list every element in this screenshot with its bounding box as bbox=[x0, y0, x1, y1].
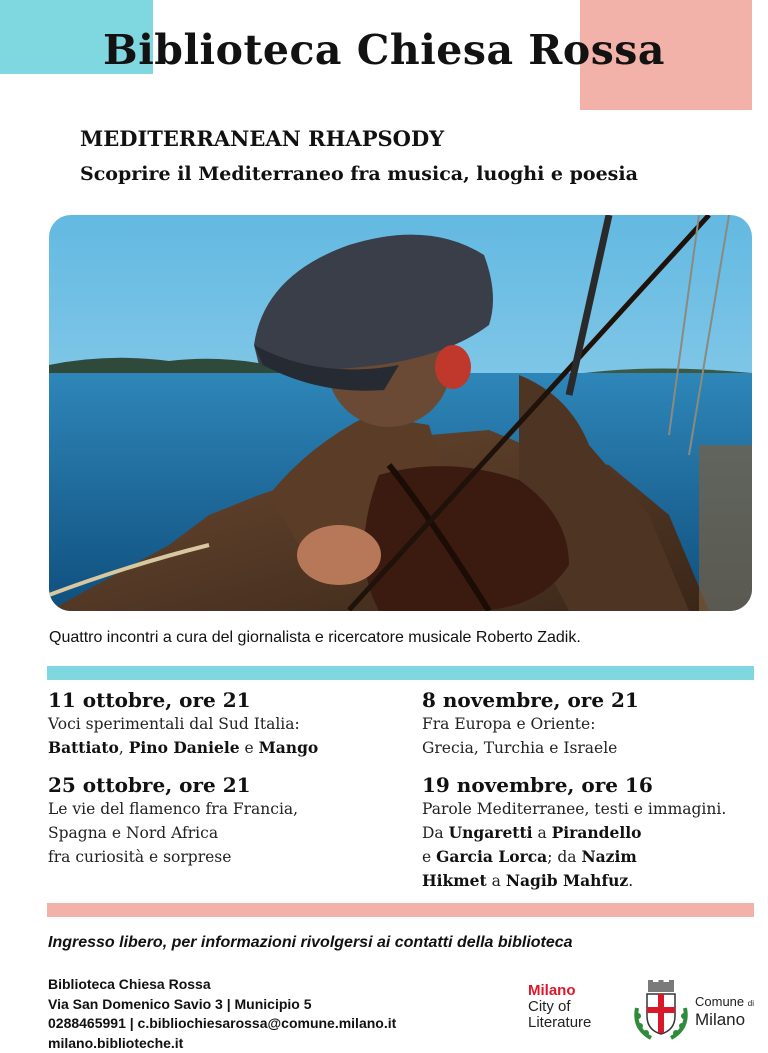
artist-name: Battiato bbox=[48, 738, 119, 757]
event-4 bbox=[422, 773, 726, 893]
event-date: 11 ottobre, ore 21 bbox=[48, 688, 251, 712]
event-description: Le vie del flamenco fra Francia, bbox=[48, 800, 299, 818]
event-description: fra curiosità e sorprese bbox=[48, 848, 232, 866]
library-website[interactable]: milano.biblioteche.it bbox=[48, 1034, 184, 1051]
event-1 bbox=[48, 688, 318, 760]
author-name: Nagib Mahfuz bbox=[505, 871, 629, 890]
comune-di-milano-logo bbox=[695, 995, 754, 1030]
logo-line: Literature bbox=[528, 1014, 592, 1031]
event-3 bbox=[422, 688, 639, 760]
event-series-subtitle: Scoprire il Mediterraneo fra musica, luoghi e poesia bbox=[80, 163, 638, 185]
milano-city-of-literature-logo bbox=[528, 983, 591, 1031]
violinist-illustration bbox=[49, 215, 752, 611]
event-description: Fra Europa e Oriente: bbox=[422, 715, 596, 733]
violinist-photo bbox=[49, 215, 752, 611]
author-name: Pirandello bbox=[551, 823, 642, 842]
separator: e bbox=[239, 739, 259, 757]
access-info: Ingresso libero, per informazioni rivolgersi ai contatti della biblioteca bbox=[48, 934, 573, 951]
logo-line: Milano bbox=[528, 982, 576, 999]
library-name: Biblioteca Chiesa Rossa bbox=[48, 976, 211, 992]
text: . bbox=[628, 872, 634, 890]
event-description: Grecia, Turchia e Israele bbox=[422, 739, 618, 757]
author-name: Hikmet bbox=[422, 871, 487, 890]
event-description: Parole Mediterranee, testi e immagini. bbox=[422, 800, 727, 818]
logo-word: Comune bbox=[695, 994, 745, 1009]
cyan-divider bbox=[47, 666, 754, 680]
event-series-title: MEDITERRANEAN RHAPSODY bbox=[80, 126, 445, 151]
event-authors bbox=[422, 821, 726, 845]
event-date: 8 novembre, ore 21 bbox=[422, 688, 639, 712]
event-authors bbox=[422, 845, 726, 869]
event-description: Voci sperimentali dal Sud Italia: bbox=[48, 715, 300, 733]
separator: a bbox=[532, 824, 552, 842]
logo-word: Milano bbox=[695, 1010, 746, 1029]
library-address: Via San Domenico Savio 3 | Municipio 5 bbox=[48, 995, 312, 1012]
author-name: Ungaretti bbox=[448, 823, 533, 842]
milano-coat-of-arms-icon bbox=[631, 980, 691, 1042]
event-date: 19 novembre, ore 16 bbox=[422, 773, 653, 797]
series-intro: Quattro incontri a cura del giornalista e ricercatore musicale Roberto Zadik. bbox=[49, 629, 581, 646]
event-artists bbox=[48, 736, 318, 760]
text: Da bbox=[422, 824, 449, 842]
library-contacts bbox=[48, 975, 396, 1053]
artist-name: Mango bbox=[258, 738, 319, 757]
page-title: Biblioteca Chiesa Rossa bbox=[103, 26, 665, 74]
separator: ; da bbox=[547, 848, 582, 866]
event-date: 25 ottobre, ore 21 bbox=[48, 773, 251, 797]
logo-line: City of bbox=[528, 998, 571, 1015]
separator: , bbox=[118, 739, 129, 757]
author-name: Nazim bbox=[581, 847, 637, 866]
author-name: Garcia Lorca bbox=[436, 847, 548, 866]
event-authors bbox=[422, 869, 726, 893]
pink-divider bbox=[47, 903, 754, 917]
artist-name: Pino Daniele bbox=[128, 738, 240, 757]
separator: a bbox=[486, 872, 506, 890]
logo-word: di bbox=[747, 999, 754, 1008]
event-2 bbox=[48, 773, 298, 869]
text: e bbox=[422, 848, 437, 866]
event-description: Spagna e Nord Africa bbox=[48, 824, 219, 842]
library-phone-email[interactable]: 0288465991 | c.bibliochiesarossa@comune.milano.it bbox=[48, 1015, 397, 1031]
